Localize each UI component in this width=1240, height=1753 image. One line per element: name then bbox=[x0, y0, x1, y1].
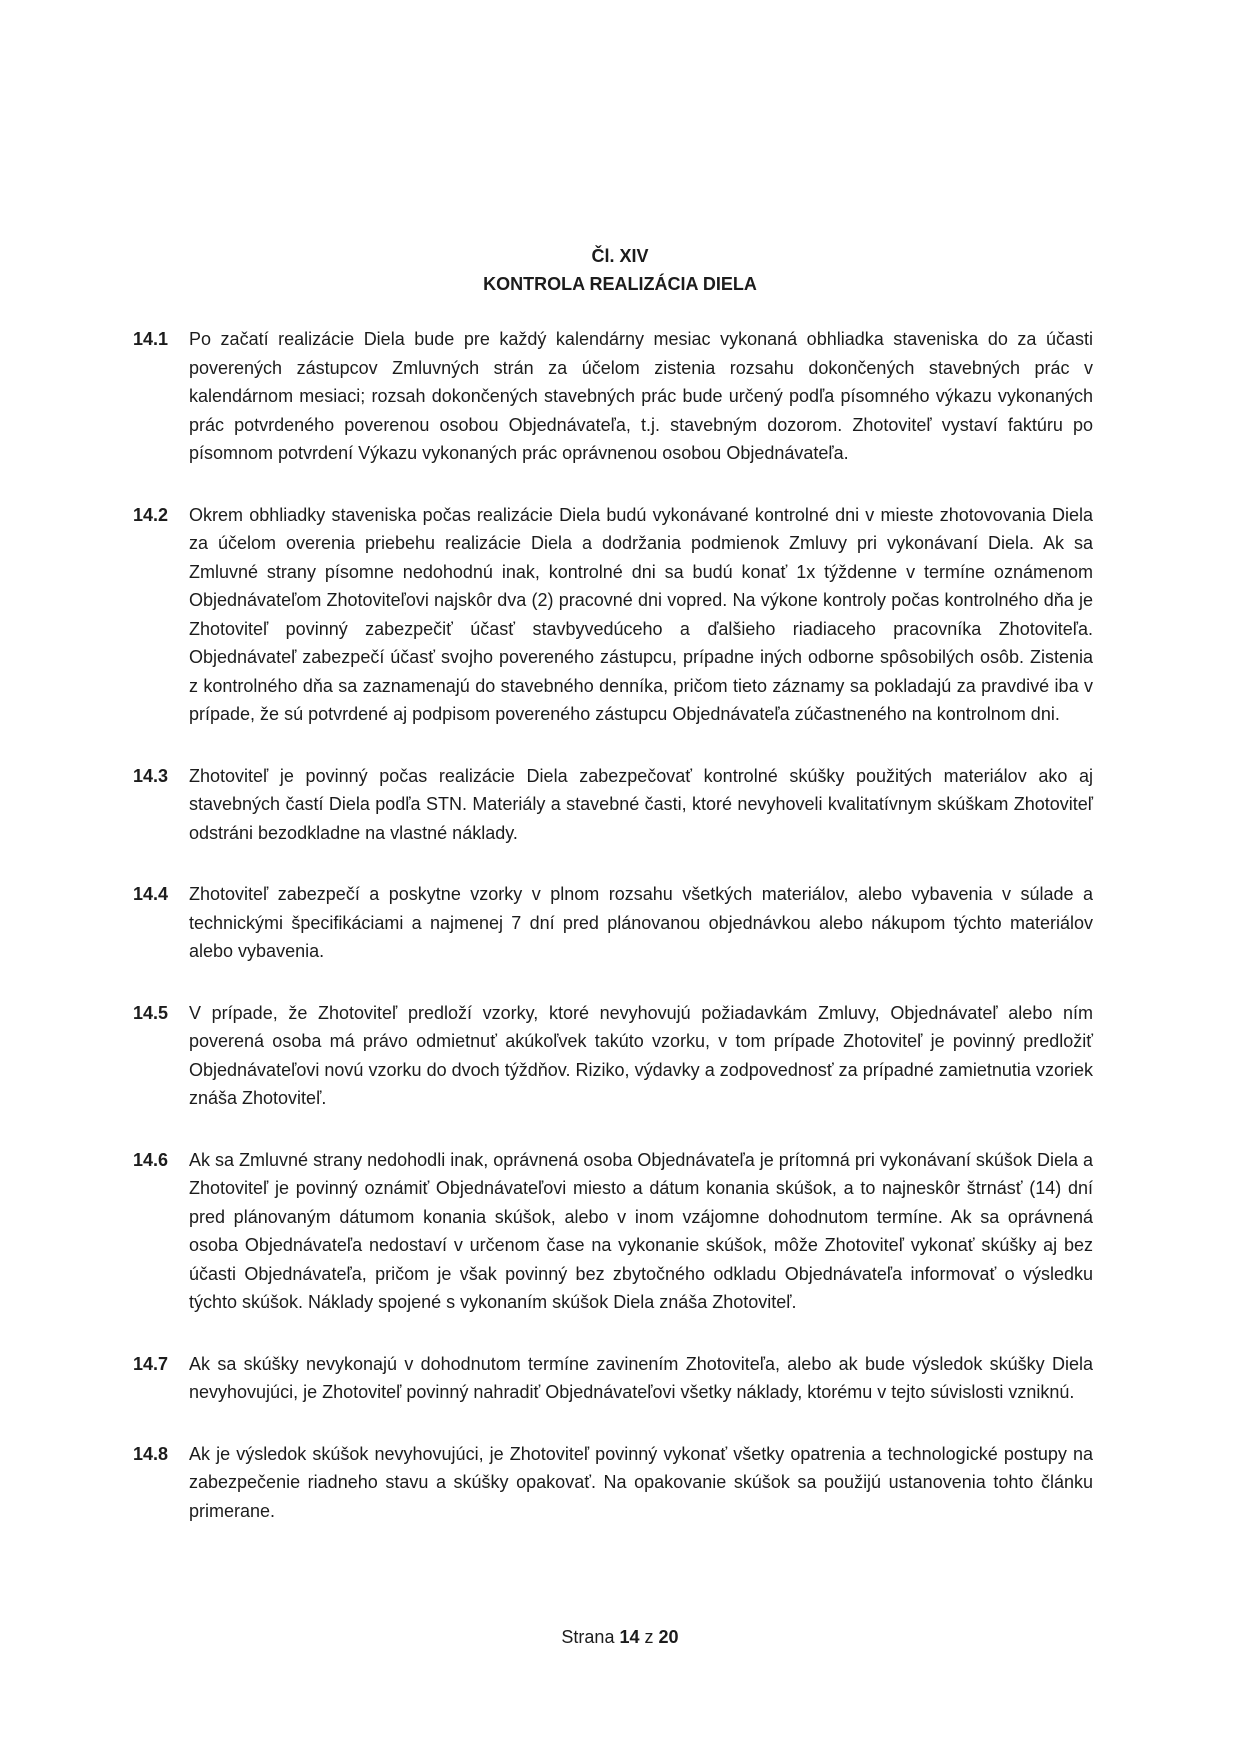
page-separator: z bbox=[644, 1627, 654, 1647]
section-14-4 bbox=[133, 880, 1093, 966]
section-14-2 bbox=[133, 501, 1093, 729]
section-text: Zhotoviteľ je povinný počas realizácie Diela zabezpečovať kontrolné skúšky použitých materiálov ako aj stavebných častí Diela podľa STN. Materiály a stavebné časti, ktoré nevyhoveli kvalitatívnym skúškam Zhotoviteľ odstráni bezodkladne na vlastné náklady. bbox=[189, 765, 1093, 843]
section-number: 14.8 bbox=[133, 1443, 169, 1464]
section-number: 14.6 bbox=[133, 1149, 169, 1170]
page-number: 14 bbox=[619, 1627, 640, 1647]
section-14-1 bbox=[133, 325, 1093, 468]
page-total: 20 bbox=[658, 1627, 679, 1647]
section-text: Ak sa skúšky nevykonajú v dohodnutom termíne zavinením Zhotoviteľa, alebo ak bude výsledok skúšky Diela nevyhovujúci, je Zhotoviteľ povinný nahradiť Objednávateľovi všetky náklady, ktorému v tejto súvislosti vzniknú. bbox=[189, 1353, 1093, 1402]
section-number: 14.3 bbox=[133, 765, 169, 786]
section-number: 14.5 bbox=[133, 1002, 169, 1023]
section-text: Okrem obhliadky staveniska počas realizácie Diela budú vykonávané kontrolné dni v mieste zhotovovania Diela za účelom overenia priebehu realizácie Diela a dodržania podmienok Zmluvy pri vykonávaní Diela. Ak sa Zmluvné strany písomne nedohodnú inak, kontrolné dni sa budú konať 1x týždenne v termíne oznámenom Objednávateľom Zhotoviteľovi najskôr dva (2) pracovné dni vopred. Na výkone kontroly počas kontrolného dňa je Zhotoviteľ povinný zabezpečiť účasť stavbyvedúceho a ďalšieho riadiaceho pracovníka Zhotoviteľa. Objednávateľ zabezpečí účasť svojho povereného zástupcu, prípadne iných odborne spôsobilých osôb. Zistenia z kontrolného dňa sa zaznamenajú do stavebného denníka, pričom tieto záznamy sa pokladajú za pravdivé iba v prípade, že sú potvrdené aj podpisom povereného zástupcu Objednávateľa zúčastneného na kontrolnom dni. bbox=[189, 504, 1093, 724]
section-number: 14.4 bbox=[133, 884, 169, 904]
section-text: Ak sa Zmluvné strany nedohodli inak, oprávnená osoba Objednávateľa je prítomná pri vykonávaní skúšok Diela a Zhotoviteľ je povinný oznámiť Objednávateľovi miesto a dátum konania skúšok, a to najneskôr štrnásť (14) dní pred plánovaným dátumom konania skúšok, alebo v inom vzájomne dohodnutom termíne. Ak sa oprávnená osoba Objednávateľa nedostaví v určenom čase na vykonanie skúšok, môže Zhotoviteľ vykonať skúšky aj bez účasti Objednávateľa, pričom je však povinný bez zbytočného odkladu Objednávateľa informovať o výsledku týchto skúšok. Náklady spojené s vykonaním skúšok Diela znáša Zhotoviteľ. bbox=[189, 1149, 1093, 1312]
section-number: 14.2 bbox=[133, 504, 169, 525]
article-title: KONTROLA REALIZÁCIA DIELA bbox=[483, 274, 757, 294]
section-14-8 bbox=[133, 1440, 1093, 1526]
section-14-7 bbox=[133, 1350, 1093, 1407]
section-text: Po začatí realizácie Diela bude pre každý kalendárny mesiac vykonaná obhliadka staveniska do za účasti poverených zástupcov Zmluvných strán za účelom zistenia rozsahu dokončených stavebných prác v kalendárnom mesiaci; rozsah dokončených stavebných prác bude určený podľa písomného výkazu vykonaných prác potvrdeného poverenou osobou Objednávateľa, t.j. stavebným dozorom. Zhotoviteľ vystaví faktúru po písomnom potvrdení Výkazu vykonaných prác oprávnenou osobou Objednávateľa. bbox=[189, 329, 1093, 463]
section-number: 14.1 bbox=[133, 329, 169, 349]
article-number: Čl. XIV bbox=[591, 246, 649, 266]
article-sections bbox=[133, 325, 1093, 1558]
section-text: Zhotoviteľ zabezpečí a poskytne vzorky v plnom rozsahu všetkých materiálov, alebo vybavenia v súlade a technickými špecifikáciami a najmenej 7 dní pred plánovanou objednávkou alebo nákupom týchto materiálov alebo vybavenia. bbox=[189, 884, 1093, 961]
article-heading bbox=[0, 242, 1240, 298]
page-label: Strana bbox=[561, 1627, 615, 1647]
section-number: 14.7 bbox=[133, 1353, 169, 1374]
section-14-6 bbox=[133, 1146, 1093, 1317]
section-text: V prípade, že Zhotoviteľ predloží vzorky, ktoré nevyhovujú požiadavkám Zmluvy, Objednávateľ alebo ním poverená osoba má právo odmietnuť akúkoľvek takúto vzorku, v tom prípade Zhotoviteľ je povinný predložiť Objednávateľovi novú vzorku do dvoch týždňov. Riziko, výdavky a zodpovednosť za prípadné zamietnutia vzoriek znáša Zhotoviteľ. bbox=[189, 1002, 1093, 1108]
page-footer bbox=[0, 1625, 1240, 1649]
section-14-3 bbox=[133, 762, 1093, 848]
section-text: Ak je výsledok skúšok nevyhovujúci, je Zhotoviteľ povinný vykonať všetky opatrenia a technologické postupy na zabezpečenie riadneho stavu a skúšky opakovať. Na opakovanie skúšok sa použijú ustanovenia tohto článku primerane. bbox=[189, 1443, 1093, 1521]
section-14-5 bbox=[133, 999, 1093, 1113]
